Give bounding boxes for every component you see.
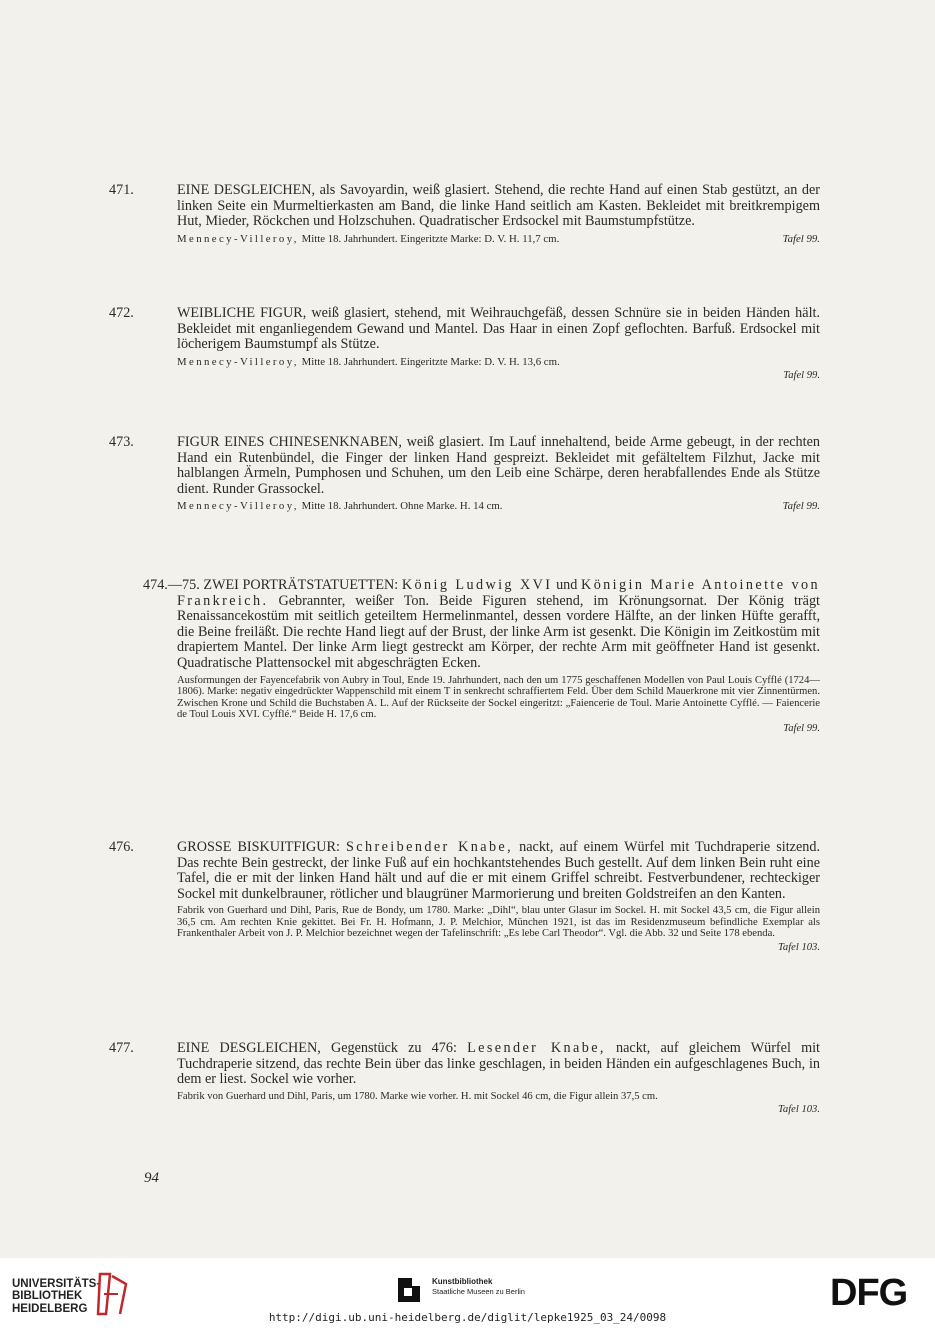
entry-title: EINE DESGLEICHEN, <box>177 182 316 198</box>
plate-reference: Tafel 99. <box>782 500 820 513</box>
entry-provenance: Mennecy-Villeroy, Mitte 18. Jahrhundert. Ohne Marke. H. 14 cm. Tafel 99. <box>177 500 820 513</box>
plate-reference: Tafel 99. <box>783 722 820 734</box>
entry-description: 476. GROSSE BISKUITFIGUR: Schreibender Knabe, nackt, auf einem Würfel mit Tuchdraperie sitzend. Das rechte Bein gestreckt, der linke Fuß auf ein hochkantstehendes Buch gestellt. Auf dem linken Bein ruht eine Tafel, die er mit der linken Hand hält und auf die er mit einem Griffel schreibt. Festverbundener, rechteckiger Sockel mit dunkelbrauner, rötlicher und blaugrüner Marmorierung und breiten Goldstreifen an den Kanten. <box>109 839 821 902</box>
dfg-logo: DFG <box>830 1272 908 1314</box>
catalog-entry-473 <box>109 434 820 513</box>
entry-note: Fabrik von Guerhard und Dihl, Paris, um 1780. Marke wie vorher. H. mit Sockel 46 cm, die Figur allein 37,5 cm. <box>177 1090 658 1102</box>
entry-number: 471. <box>109 182 134 198</box>
entry-number: 472. <box>109 305 134 321</box>
plate-reference: Tafel 103. <box>778 1104 820 1116</box>
entry-description: 477. EINE DESGLEICHEN, Gegenstück zu 476: Lesender Knabe, nackt, auf gleichem Würfel mit Tuchdraperie sitzend, das rechte Bein über das linke geschlagen, in beiden Händen ein aufgeschlagenes Buch, in dem er liest. Sockel wie vorher. <box>109 1040 820 1088</box>
entry-title: GROSSE BISKUITFIGUR: <box>177 839 340 855</box>
plate-reference: Tafel 99. <box>783 369 820 381</box>
source-url: http://digi.ub.uni-heidelberg.de/diglit/lepke1925_03_24/0098 <box>268 1311 667 1324</box>
catalog-entry-474-75 <box>143 578 820 734</box>
kunstbibliothek-logo-icon <box>396 1276 422 1304</box>
entry-title: FIGUR EINES CHINESENKNABEN, <box>177 434 402 450</box>
catalog-entry-472 <box>109 305 820 381</box>
plate-reference: Tafel 103. <box>778 941 820 953</box>
page-number: 94 <box>144 1170 159 1186</box>
entry-description: 473. FIGUR EINES CHINESENKNABEN, weiß glasiert. Im Lauf innehaltend, beide Arme gebeugt, in der rechten Hand ein Rutenbündel, die Finger der linken Hand gespreizt. Bekleidet mit gefälteltem Filzhut, Jacke mit halblangen Ärmeln, Pumphosen und Schuhen, um den Leib eine Schärpe, deren herabfallendes Ende als Stütze dient. Runder Grassockel. <box>109 434 820 497</box>
plate-reference: Tafel 99. <box>782 232 820 245</box>
entry-description: 474.—75. ZWEI PORTRÄTSTATUETTEN: König Ludwig XVI und Königin Marie Antoinette von Frankreich. Gebrannter, weißer Ton. Beide Figuren stehend, im Krönungsornat. Der König trägt Renaissancekostüm mit seitlich geteiltem Hermelinmantel, dessen vordere Hälfte, an der linken Hüfte gerafft, die Beine freiläßt. Die rechte Hand liegt auf der Brust, der linke Arm ist gesenkt. Die Königin im Zeitkostüm mit drapiertem Mantel. Der linke Arm liegt gestreckt am Körper, der rechte Arm mit geöffneter Hand ist gesenkt. Quadratische Plattensockel mit abgeschrägten Ecken. <box>143 577 821 671</box>
entry-provenance: Mennecy-Villeroy, Mitte 18. Jahrhundert. Eingeritzte Marke: D. V. H. 11,7 cm. Tafel 99. <box>177 232 820 245</box>
entry-number: 477. <box>109 1040 134 1056</box>
entry-description: 471. EINE DESGLEICHEN, als Savoyardin, weiß glasiert. Stehend, die rechte Hand auf einen Stab gestützt, an der linken Seite ein Murmeltierkasten am Band, die linke Hand seitlich am Kasten. Bekleidet mit breitkrempigem Hut, Mieder, Röckchen und Holzschuhen. Quadratischer Erdsockel mit Baumstumpfstütze. <box>109 182 820 230</box>
entry-description: 472. WEIBLICHE FIGUR, weiß glasiert, stehend, mit Weihrauchgefäß, dessen Schnüre sie in beiden Händen hält. Bekleidet mit enganliegendem Gewand und Mantel. Das Haar in einen Zopf geflochten. Barfuß. Erdsockel mit löcherigem Baumstumpf als Stütze. <box>109 305 820 353</box>
entry-number: 476. <box>109 839 134 855</box>
ub-heidelberg-wordmark: UNIVERSITÄTS- BIBLIOTHEK HEIDELBERG <box>12 1278 101 1315</box>
entry-note: Fabrik von Guerhard und Dihl, Paris, Rue de Bondy, um 1780. Marke: „Dihl“, blau unter Glasur im Sockel. H. mit Sockel 43,5 cm, die Figur allein 36,5 cm. Am rechten Knie gekittet. Bei Fr. H. Hofmann, J. P. Melchior, München 1921, ist das im Residenzmuseum befindliche Exemplar als Frankenthaler Arbeit von J. P. Melchior bezeichnet wegen der Tafelinschrift: „Es lebe Carl Theodor“. Vgl. die Abb. 32 und Seite 178 ebenda. <box>177 905 820 940</box>
kunstbibliothek-wordmark: Kunstbibliothek Staatliche Museen zu Berlin <box>432 1277 525 1296</box>
entry-number: 473. <box>109 434 134 450</box>
catalog-entry-471 <box>109 182 820 245</box>
entry-title: ZWEI PORTRÄTSTATUETTEN: <box>203 577 399 593</box>
catalog-entry-476 <box>109 839 821 953</box>
entry-note: Ausformungen der Fayencefabrik von Aubry in Toul, Ende 19. Jahrhundert, nach den um 1775 geschaffenen Modellen von Paul Louis Cyfflé (1724—1806). Marke: negativ eingedrückter Wappenschild mit einem T in senkrecht schraffiertem Feld. Über dem Schild Mauerkrone mit vier Zinnentürmen. Zwischen Krone und Schild die Buchstaben A. L. Auf der Rückseite der Sockel eingeritzt: „Faiencerie de Toul. Marie Antoinette Cyfflé. — Faiencerie de Toul Louis XVI. Cyfflé.“ Beide H. 17,6 cm. <box>177 674 820 721</box>
entry-number: 474.—75. <box>143 577 200 593</box>
entry-title: WEIBLICHE FIGUR, <box>177 305 307 321</box>
entry-provenance: Mennecy-Villeroy, Mitte 18. Jahrhundert. Eingeritzte Marke: D. V. H. 13,6 cm. <box>177 355 560 368</box>
entry-title: EINE DESGLEICHEN, <box>177 1040 321 1056</box>
catalog-entry-477 <box>109 1040 820 1116</box>
